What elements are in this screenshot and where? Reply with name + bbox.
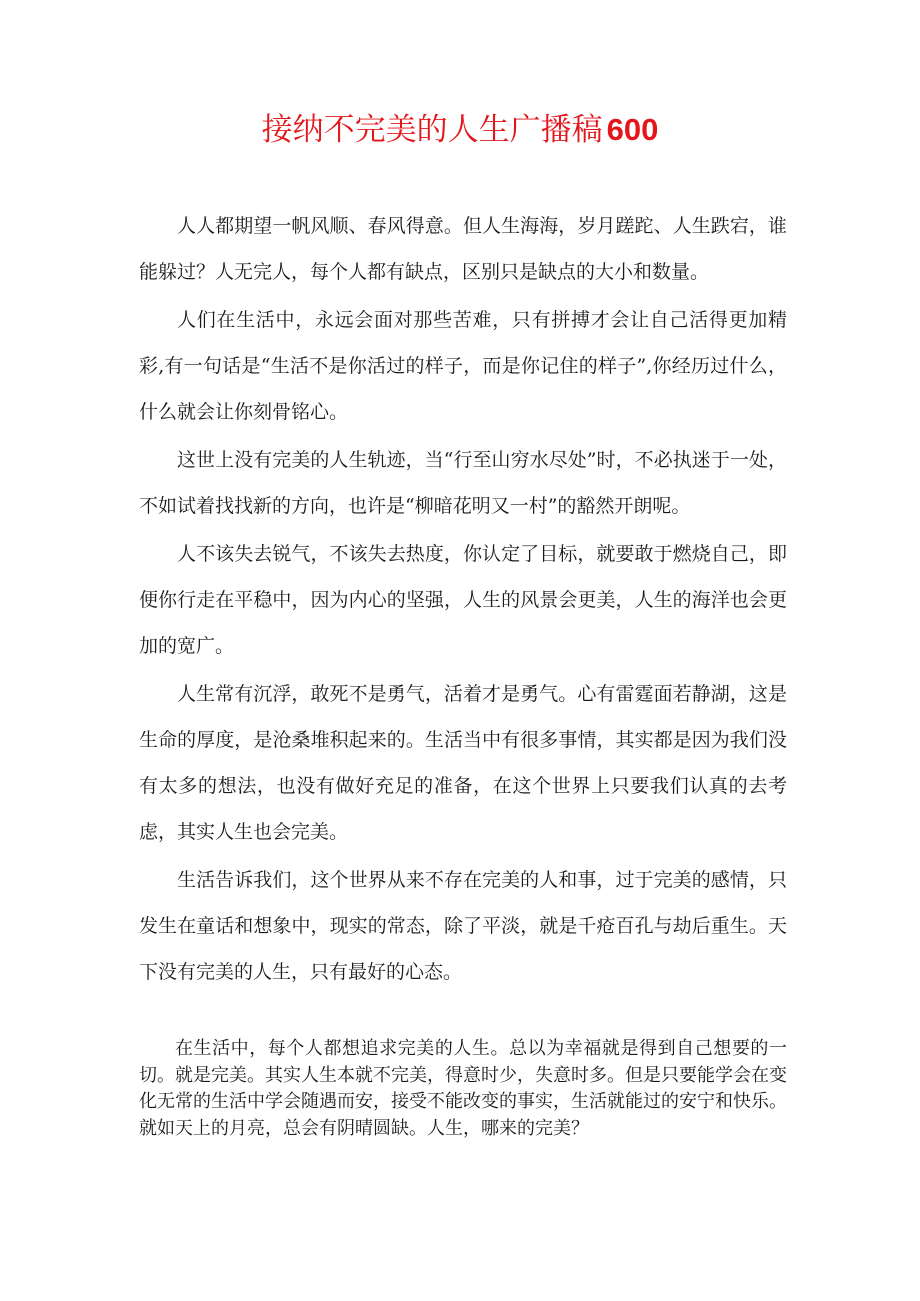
document-body <box>139 203 787 997</box>
document-title <box>0 108 920 152</box>
paragraph-1: 人人都期望一帆风顺、春风得意。但人生海海，岁月蹉跎、人生跌宕，谁能躲过？人无完人，每个人都有缺点，区别只是缺点的大小和数量。 <box>139 215 787 283</box>
paragraph-4: 人不该失去锐气，不该失去热度，你认定了目标，就要敢于燃烧自己，即便你行走在平稳中，因为内心的坚强，人生的风景会更美，人生的海洋也会更加的宽广。 <box>139 543 787 657</box>
paragraph-2: 人们在生活中，永远会面对那些苦难，只有拼搏才会让自己活得更加精彩,有一句话是“生活不是你活过的样子，而是你记住的样子”,你经历过什么，什么就会让你刻骨铭心。 <box>139 309 787 423</box>
paragraph-5: 人生常有沉浮，敢死不是勇气，活着才是勇气。心有雷霆面若静湖，这是生命的厚度，是沧桑堆积起来的。生活当中有很多事情，其实都是因为我们没有太多的想法，也没有做好充足的准备，在这个世界上只要我们认真的去考虑，其实人生也会完美。 <box>139 683 787 843</box>
closing-paragraph: 在生活中，每个人都想追求完美的人生。总以为幸福就是得到自己想要的一切。就是完美。其实人生本就不完美，得意时少，失意时多。但是只要能学会在变化无常的生活中学会随遇而安，接受不能改变的事实，生活就能过的安宁和快乐。就如天上的月亮，总会有阴晴圆缺。人生，哪来的完美？ <box>139 1038 787 1139</box>
title-number: 600 <box>606 112 659 147</box>
title-text: 接纳不完美的人生广播稿 <box>261 112 603 148</box>
paragraph-6: 生活告诉我们，这个世界从来不存在完美的人和事，过于完美的感情，只发生在童话和想象中，现实的常态，除了平淡，就是千疮百孔与劫后重生。天下没有完美的人生，只有最好的心态。 <box>139 869 787 983</box>
paragraph-3: 这世上没有完美的人生轨迹，当“行至山穷水尽处”时，不必执迷于一处，不如试着找找新的方向，也许是“柳暗花明又一村”的豁然开朗呢。 <box>139 449 787 517</box>
